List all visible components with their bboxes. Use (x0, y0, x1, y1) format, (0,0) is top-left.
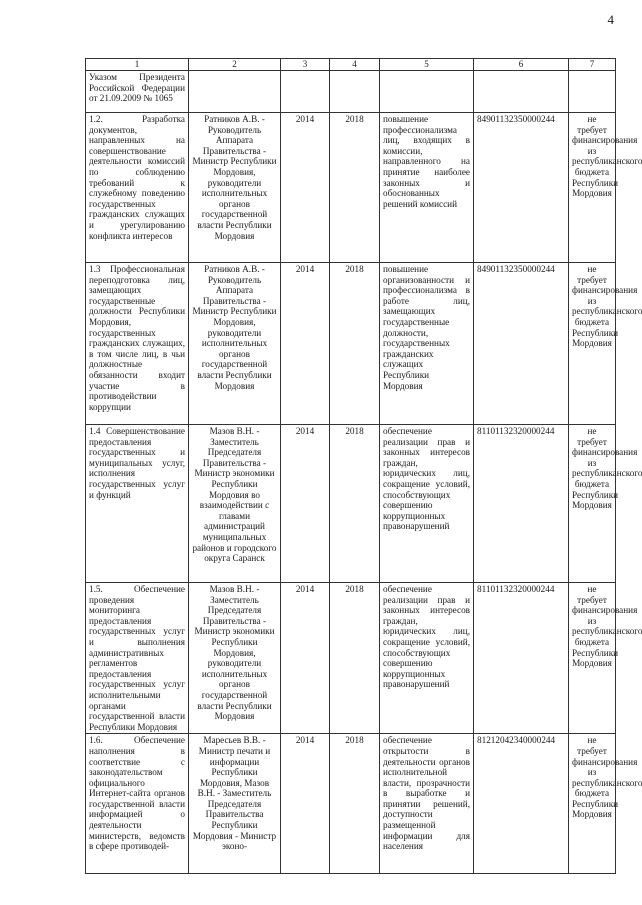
table-row (86, 734, 616, 874)
budget-code-cell: 84901132350000244 (474, 113, 569, 263)
end-year-cell: 2018 (330, 263, 380, 425)
header-row (86, 59, 616, 71)
funding-cell: не требует финансирования из республиканского бюджета Республики Мордовия (569, 425, 616, 583)
result-cell: обеспечение реализации прав и законных интересов граждан, юридических лиц, сокращение условий, способствующих совершению коррупционных правонарушений (380, 425, 474, 583)
budget-code-cell (474, 71, 569, 113)
table-row (86, 263, 616, 425)
start-year-cell: 2014 (281, 425, 330, 583)
budget-code-cell: 81212042340000244 (474, 734, 569, 874)
measure-cell: Указом Президента Российской Федерации от 21.09.2009 № 1065 (86, 71, 189, 113)
page-number: 4 (607, 12, 614, 27)
start-year-cell (281, 71, 330, 113)
table-row (86, 71, 616, 113)
table-row (86, 583, 616, 734)
budget-code-cell: 84901132350000244 (474, 263, 569, 425)
measures-table (85, 58, 642, 874)
result-cell (380, 71, 474, 113)
end-year-cell: 2018 (330, 425, 380, 583)
col-header-4: 4 (330, 59, 380, 71)
start-year-cell: 2014 (281, 263, 330, 425)
col-header-7: 7 (569, 59, 616, 71)
start-year-cell: 2014 (281, 113, 330, 263)
funding-cell: не требует финансирования из республиканского бюджета Республики Мордовия (569, 734, 616, 874)
end-year-cell: 2018 (330, 113, 380, 263)
responsible-cell: Маресьев В.В. - Министр печати и информации Республики Мордовия, Мазов В.Н. - Заместитель Председателя Правительства Республики Мордовия - Министр эконо- (189, 734, 281, 874)
responsible-cell: Мазов В.Н. - Заместитель Председателя Правительства - Министр экономики Республики Мордовия во взаимодействии с главами администраций муниципальных районов и городского округа Саранск (189, 425, 281, 583)
measure-cell: 1.2. Разработка документов, направленных на совершенствование деятельности комиссий по соблюдению требований к служебному поведению государственных гражданских служащих и урегулированию конфликта интересов (86, 113, 189, 263)
start-year-cell: 2014 (281, 734, 330, 874)
col-header-6: 6 (474, 59, 569, 71)
responsible-cell: Мазов В.Н. - Заместитель Председателя Правительства - Министр экономики Республики Мордовия, руководители исполнительных органов государственной власти Республики Мордовия (189, 583, 281, 734)
table-row (86, 425, 616, 583)
responsible-cell (189, 71, 281, 113)
budget-code-cell: 81101132320000244 (474, 583, 569, 734)
responsible-cell: Ратников А.В. - Руководитель Аппарата Правительства - Министр Республики Мордовия, руководители исполнительных органов государственной власти Республики Мордовия (189, 113, 281, 263)
result-cell: повышение профессионализма лиц, входящих в комиссии, направленного на принятие наиболее законных и обоснованных решений комиссий (380, 113, 474, 263)
col-header-2: 2 (189, 59, 281, 71)
measure-cell: 1.4 Совершенствование предоставления государственных и муниципальных услуг, исполнения государственных услуг и функций (86, 425, 189, 583)
funding-cell (569, 71, 616, 113)
funding-cell: не требует финансирования из республиканского бюджета Республики Мордовия (569, 263, 616, 425)
col-header-1: 1 (86, 59, 189, 71)
end-year-cell: 2018 (330, 583, 380, 734)
responsible-cell: Ратников А.В. - Руководитель Аппарата Правительства - Министр Республики Мордовия, руководители исполнительных органов государственной власти Республики Мордовия (189, 263, 281, 425)
table-row (86, 113, 616, 263)
result-cell: обеспечение открытости в деятельности органов исполнительной власти, прозрачности в выработке и принятии решений, доступности размещенной информации для населения (380, 734, 474, 874)
end-year-cell: 2018 (330, 734, 380, 874)
start-year-cell: 2014 (281, 583, 330, 734)
measure-cell: 1.5. Обеспечение проведения мониторинга предоставления государственных услуг и выполнения административных регламентов предоставления государственных услуг исполнительными органами государственной власти Республики Мордовия (86, 583, 189, 734)
result-cell: повышение организованности и профессионализма в работе лиц, замещающих государственные должности, государственных гражданских служащих Республики Мордовия (380, 263, 474, 425)
col-header-3: 3 (281, 59, 330, 71)
funding-cell: не требует финансирования из республиканского бюджета Республики Мордовия (569, 113, 616, 263)
col-header-5: 5 (380, 59, 474, 71)
budget-code-cell: 81101132320000244 (474, 425, 569, 583)
funding-cell: не требует финансирования из республиканского бюджета Республики Мордовия (569, 583, 616, 734)
end-year-cell (330, 71, 380, 113)
measure-cell: 1.6. Обеспечение наполнения в соответствие с законодательством официального Интернет-сайта органов государственной власти информацией о деятельности министерств, ведомств в сфере противодей- (86, 734, 189, 874)
result-cell: обеспечение реализации прав и законных интересов граждан, юридических лиц, сокращение условий, способствующих совершению коррупционных правонарушений (380, 583, 474, 734)
measure-cell: 1.3 Профессиональная переподготовка лиц, замещающих государственные должности Республики Мордовия, государственных гражданских служащих, в том числе лиц, в чьи должностные обязанности входит участие в противодействии коррупции (86, 263, 189, 425)
